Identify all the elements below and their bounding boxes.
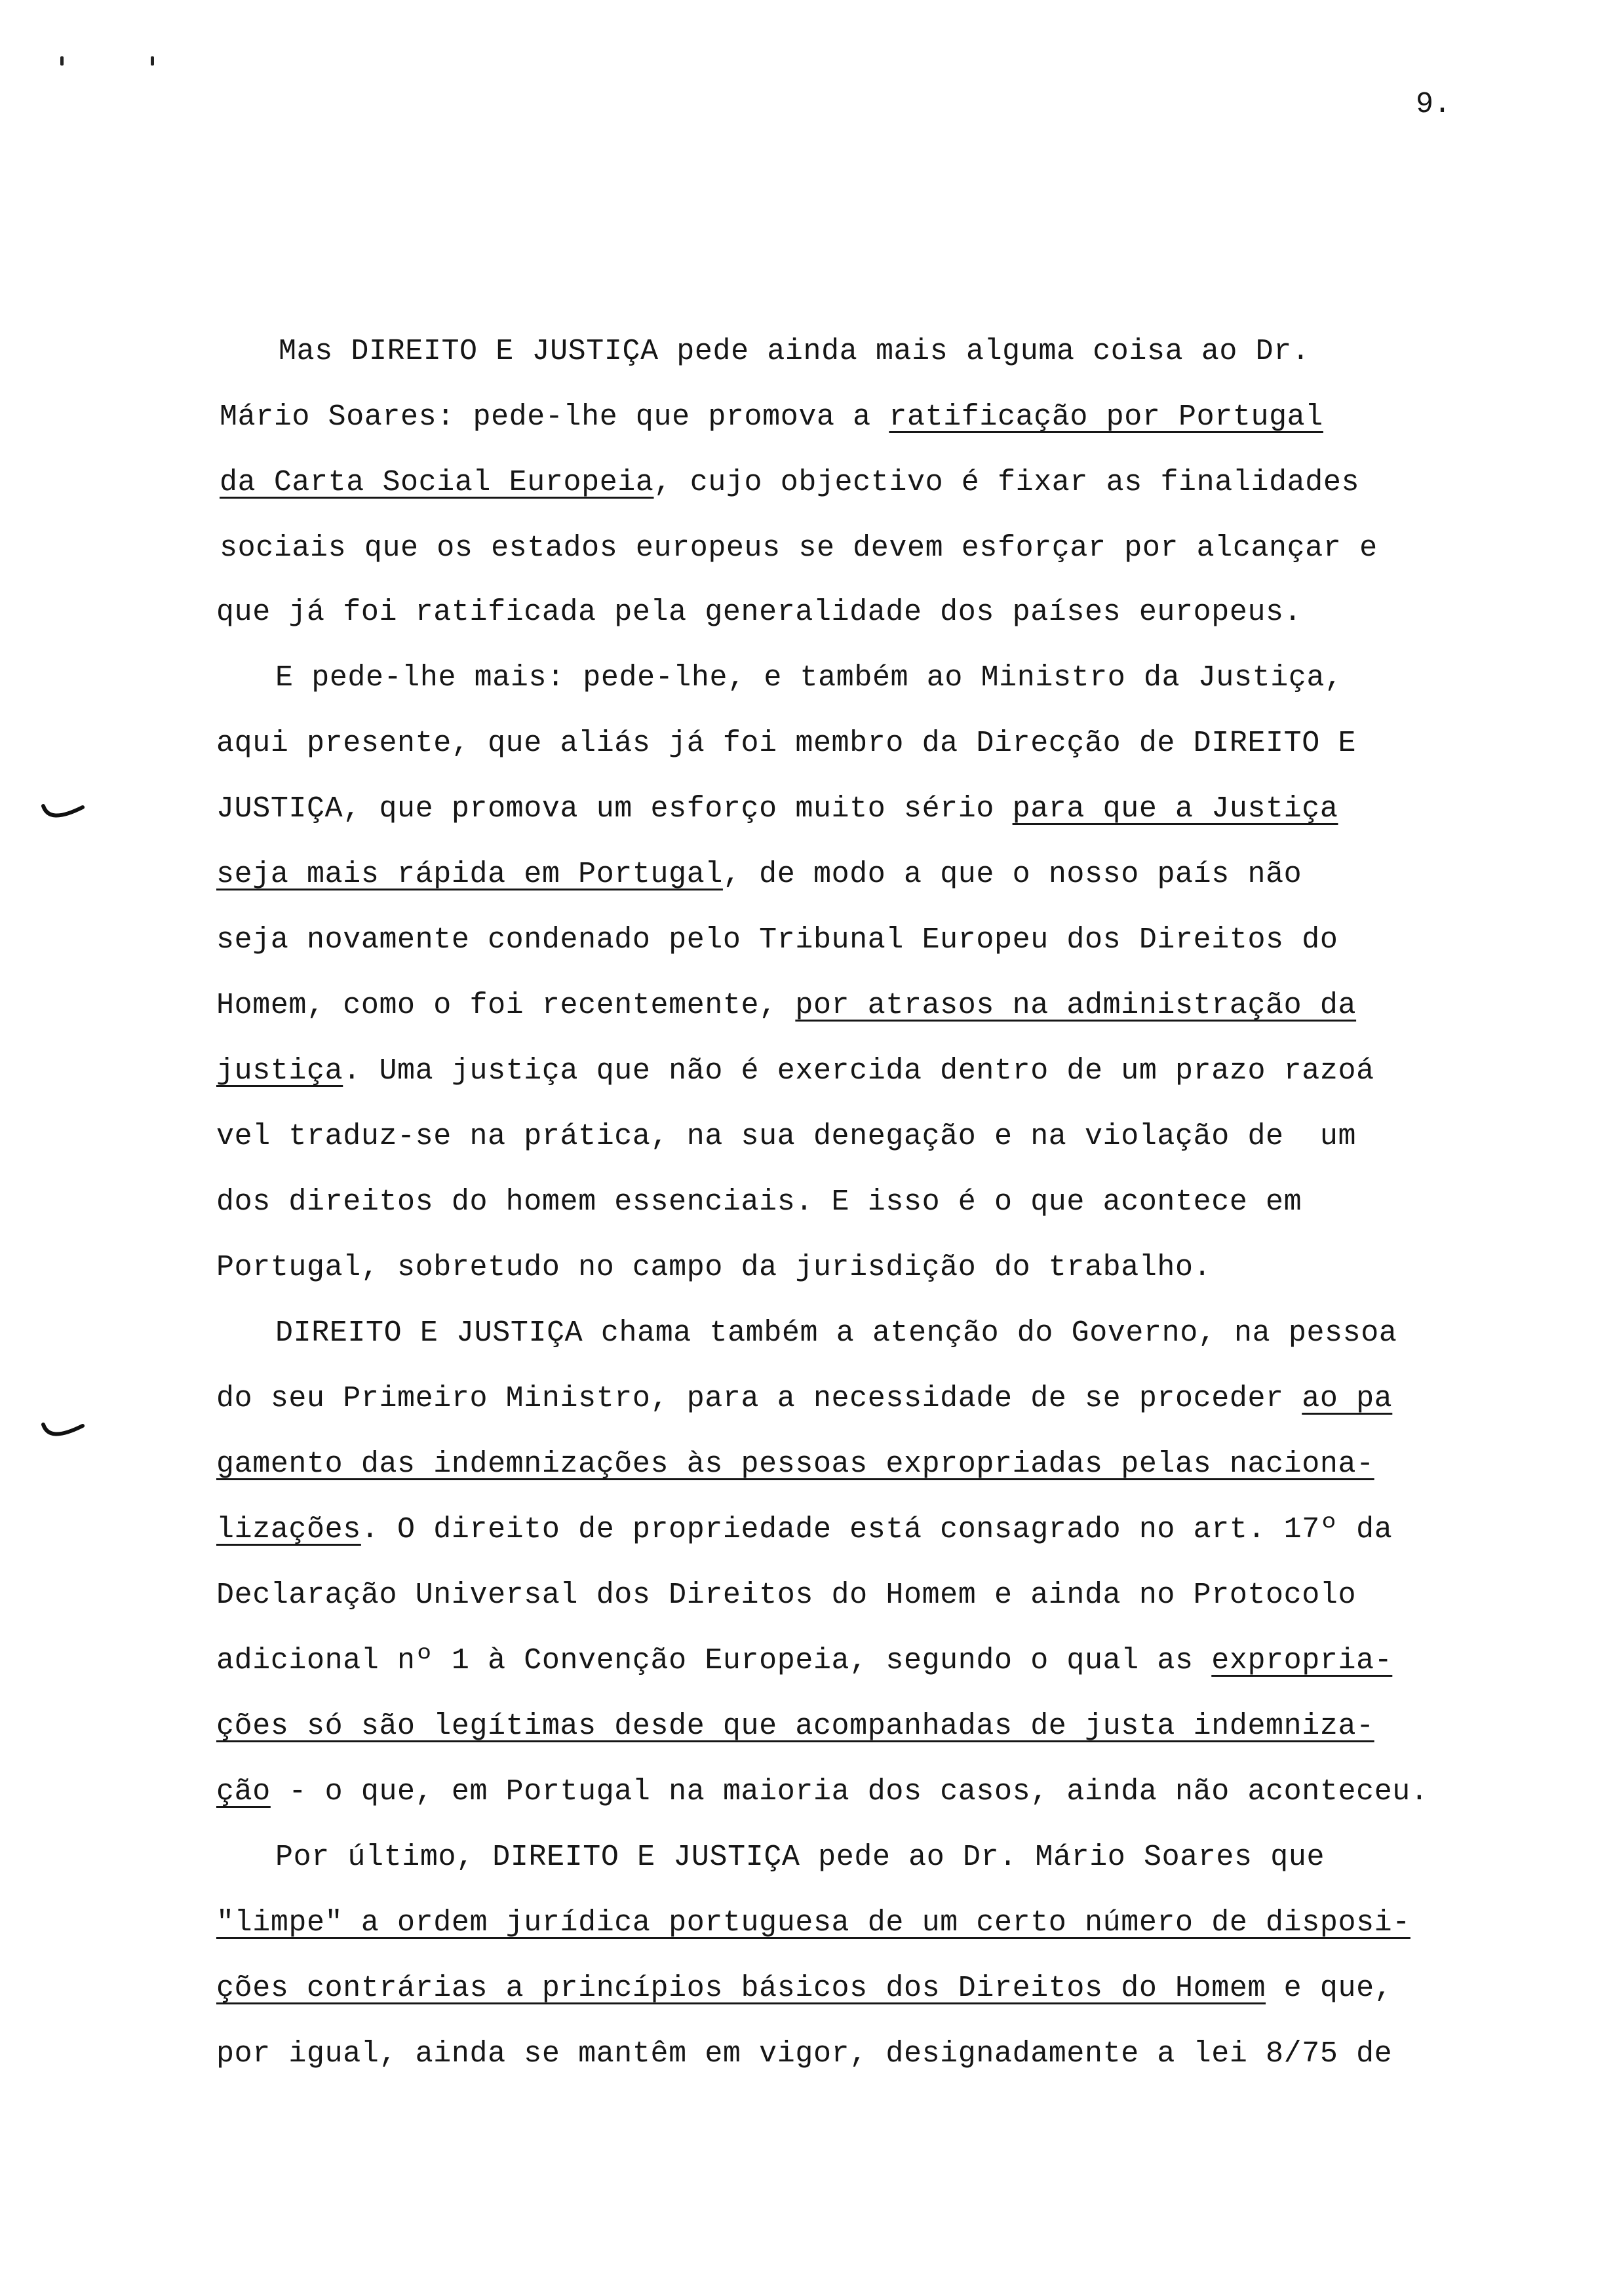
text-segment: . Uma justiça que não é exercida dentro de um prazo razoá [343,1054,1374,1088]
text-line [216,2033,1392,2075]
text-segment: do seu Primeiro Ministro, para a necessidade de se proceder [216,1382,1302,1415]
text-segment: , de modo a que o nosso país não [722,858,1302,891]
text-segment: vel traduz-se na prática, na sua denegação e na violação de um [216,1120,1357,1153]
underlined-text: para que a Justiça [1012,792,1338,826]
text-line [216,1902,1411,1944]
text-line [216,985,1356,1027]
text-line [216,1050,1374,1092]
text-segment: por igual, ainda se mantêm em vigor, designadamente a lei 8/75 de [216,2037,1393,2071]
text-segment: seja novamente condenado pelo Tribunal Europeu dos Direitos do [216,923,1338,957]
text-line [220,527,1378,569]
underlined-text: "limpe" a ordem jurídica portuguesa de um certo número de disposi- [216,1906,1411,1940]
text-segment: adicional nº 1 à Convenção Europeia, segundo o qual as [216,1644,1212,1677]
underlined-text: ratificação por Portugal [889,400,1323,434]
text-line [216,854,1302,896]
text-segment: Declaração Universal dos Direitos do Homem e ainda no Protocolo [216,1578,1357,1612]
text-line [275,657,1343,699]
text-segment: sociais que os estados europeus se devem esforçar por alcançar e [220,531,1378,565]
underlined-text: ções só são legítimas desde que acompanhadas de justa indemniza- [216,1710,1374,1743]
text-line [216,723,1356,765]
text-segment: Mário Soares: pede-lhe que promova a [220,400,889,434]
underlined-text: expropria- [1211,1644,1393,1677]
text-line [216,1444,1374,1485]
text-line [216,1509,1392,1551]
text-line [275,1837,1325,1879]
text-segment: aqui presente, que aliás já foi membro da Direcção de DIREITO E [216,727,1357,760]
text-line [220,462,1359,504]
text-line [216,1575,1356,1617]
text-segment: . O direito de propriedade está consagrado no art. 17º da [360,1513,1393,1546]
text-line [216,919,1338,961]
underlined-text: lizações [216,1513,361,1546]
text-segment: que já foi ratificada pela generalidade dos países europeus. [216,596,1302,629]
text-line [220,396,1323,438]
text-segment: JUSTIÇA, que promova um esforço muito sério [216,792,1013,826]
text-segment: , cujo objectivo é fixar as finalidades [653,466,1360,499]
text-line [275,1312,1397,1354]
underlined-text: seja mais rápida em Portugal [216,858,723,891]
text-line [216,1968,1392,2010]
underlined-text: justiça [216,1054,343,1088]
text-line [216,1181,1302,1223]
text-segment: Homem, como o foi recentemente, [216,989,796,1022]
text-line [216,1706,1374,1748]
text-line [216,788,1338,830]
text-segment: dos direitos do homem essenciais. E isso é o que acontece em [216,1185,1302,1219]
text-line [216,1116,1356,1158]
underlined-text: por atrasos na administração da [795,989,1357,1022]
text-segment: DIREITO E JUSTIÇA chama também a atenção do Governo, na pessoa [275,1316,1397,1350]
underlined-text: ao pa [1302,1382,1393,1415]
text-line [216,1378,1392,1420]
underlined-text: ção [216,1775,271,1808]
text-line [216,1771,1429,1813]
underlined-text: ções contrárias a princípios básicos dos Direitos do Homem [216,1972,1266,2005]
text-line [216,1247,1211,1289]
text-line [216,592,1302,634]
text-segment: Mas DIREITO E JUSTIÇA pede ainda mais alguma coisa ao Dr. [279,335,1310,368]
text-line [279,331,1310,373]
text-segment: E pede-lhe mais: pede-lhe, e também ao Ministro da Justiça, [275,661,1343,695]
page-number: 9. [1416,88,1452,121]
text-line [216,1640,1392,1682]
text-segment: e que, [1266,1972,1393,2005]
text-segment: Por último, DIREITO E JUSTIÇA pede ao Dr. Mário Soares que [275,1841,1325,1874]
underlined-text: da Carta Social Europeia [220,466,654,499]
text-segment: Portugal, sobretudo no campo da jurisdição do trabalho. [216,1251,1212,1284]
text-segment: - o que, em Portugal na maioria dos casos, ainda não aconteceu. [270,1775,1429,1808]
underlined-text: gamento das indemnizações às pessoas expropriadas pelas naciona- [216,1447,1374,1481]
